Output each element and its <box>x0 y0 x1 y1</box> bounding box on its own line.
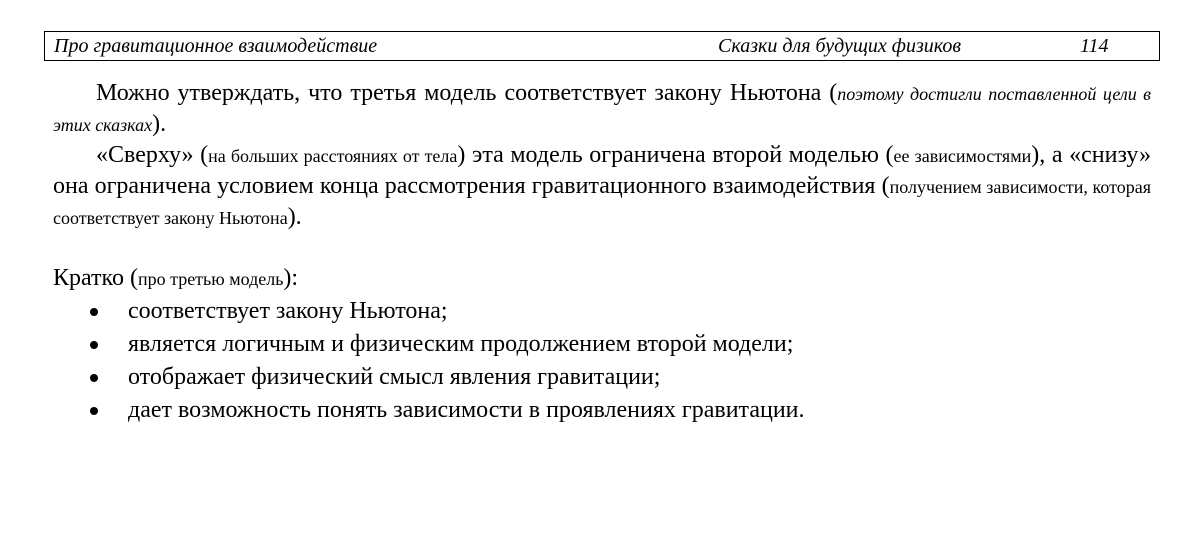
paragraph-bounds <box>53 140 1151 233</box>
header-section-title: Про гравитационное взаимодействие <box>54 35 378 57</box>
list-item <box>53 328 1151 361</box>
bullet-icon <box>90 308 98 316</box>
paragraph-note: получением зависимости, которая соответствует закону Ньютона <box>53 177 1151 228</box>
list-item-text: отображает физический смысл явления гравитации; <box>128 364 661 390</box>
list-item <box>53 295 1151 328</box>
paragraph-text: ), а «снизу» она ограничена условием конца рассмотрения гравитационного взаимодействия ( <box>53 142 1152 199</box>
summary-heading <box>53 263 1151 294</box>
paragraph-text: ). <box>287 204 302 230</box>
running-header <box>44 31 1160 61</box>
paragraph-text: «Сверху» ( <box>96 142 209 168</box>
list-item-text: является логичным и физическим продолжением второй модели; <box>128 331 794 357</box>
paragraph-note: на больших расстояниях от тела <box>208 146 458 166</box>
summary-list <box>53 295 1151 427</box>
header-book-title: Сказки для будущих физиков <box>718 35 962 57</box>
list-item-text: дает возможность понять зависимости в проявлениях гравитации. <box>128 397 805 423</box>
bullet-icon <box>90 407 98 415</box>
paragraph-text: ). <box>152 111 167 137</box>
page-number: 114 <box>1080 35 1109 57</box>
paragraph-text: ) эта модель ограничена второй моделью ( <box>457 142 894 168</box>
page-body <box>53 78 1151 427</box>
summary-note: про третью модель <box>137 269 284 289</box>
list-item <box>53 361 1151 394</box>
list-item <box>53 394 1151 427</box>
paragraph-note: ее зависимостями <box>893 146 1032 166</box>
bullet-icon <box>90 341 98 349</box>
summary-lead: Кратко ( <box>53 265 138 291</box>
paragraph-text: Можно утверждать, что третья модель соответствует закону Ньютона ( <box>96 80 838 106</box>
list-item-text: соответствует закону Ньютона; <box>128 298 448 324</box>
paragraph-conclusion <box>53 78 1151 140</box>
summary-close: ): <box>283 265 299 291</box>
paragraph-italic-note: поэтому достигли поставленной цели в этих сказках <box>53 84 1151 135</box>
bullet-icon <box>90 374 98 382</box>
